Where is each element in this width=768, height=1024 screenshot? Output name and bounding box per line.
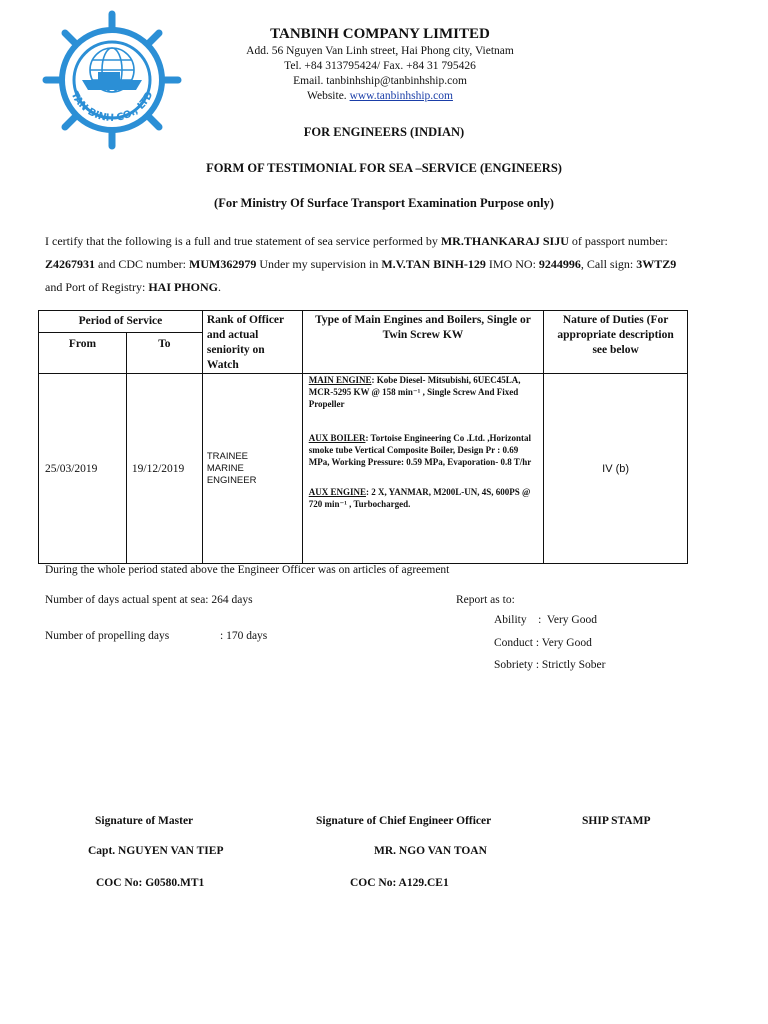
cell-rank [202,374,302,564]
aux-boiler-text: : Tortoise Engineering Co .Ltd. ,Horizontal smoke tube Vertical Composite Boiler, Design Pr : 0.69 MPa, Working Pressure: 0.59 MPa, Evaporation- 0.8 T/hr [308,433,532,467]
company-phone: Tel. +84 313795424/ Fax. +84 31 795426 [284,60,476,72]
header-from-label: From [68,338,97,351]
cell-from [39,374,127,564]
header-to [126,333,202,374]
aux-engine-desc [309,486,537,510]
articles-statement: During the whole period stated above the Engineer Officer was on articles of agreement [45,564,450,576]
header-engines-label: Type of Main Engines and Boilers, Single or Twin Screw KW [315,314,531,341]
main-engine-desc [309,374,537,410]
rank-value [203,451,302,487]
website-link[interactable]: www.tanbinhship.com [349,90,453,102]
imo-number: 9244996 [538,257,581,271]
cell-to [126,374,202,564]
propelling-days-label: Number of propelling days [45,630,170,642]
report-conduct: Conduct : Very Good [494,637,592,649]
aux-boiler-desc [309,432,537,468]
aux-boiler-label: AUX BOILER [308,433,366,443]
form-title-testimonial: FORM OF TESTIMONIAL FOR SEA –SERVICE (ENGINEERS) [206,161,562,175]
seafarer-name: MR.THANKARAJ SIJU [440,234,569,248]
call-sign: 3WTZ9 [636,257,677,271]
header-rank-label: Rank of Officer and actual seniority on Watch [206,314,284,371]
header-engines [302,311,543,374]
propelling-days-value: : 170 days [220,630,268,642]
days-at-sea: Number of days actual spent at sea: 264 days [45,594,253,606]
cell-duties [544,374,688,564]
rank-line-1: TRAINEE [206,450,249,462]
header-duties [544,311,688,374]
engine-details [303,374,543,510]
cert-text-3: and CDC number: [95,257,190,271]
vessel-name: M.V.TAN BINH-129 [381,257,486,271]
cert-text-8: . [218,280,221,294]
aux-engine-text: : 2 X, YANMAR, M200L-UN, 4S, 600PS @ 720 min⁻¹ , Turbocharged. [308,487,531,509]
cert-text-7: and Port of Registry: [45,280,149,294]
master-name: Capt. NGUYEN VAN TIEP [88,845,224,857]
cert-text-6: , Call sign: [580,257,637,271]
form-title-purpose: (For Ministry Of Surface Transport Examination Purpose only) [214,196,554,210]
main-engine-text: : Kobe Diesel- Mitsubishi, 6UEC45LA, MCR-5295 KW @ 158 min⁻¹ , Single Screw And Fixed Propeller [308,375,521,409]
company-address: Add. 56 Nguyen Van Linh street, Hai Phong city, Vietnam [246,45,514,57]
port-of-registry: HAI PHONG [148,280,218,294]
header-rank [202,311,302,374]
ship-stamp-title: SHIP STAMP [582,815,651,827]
company-website [200,90,560,102]
company-email: Email. tanbinhship@tanbinhship.com [293,75,467,87]
cert-text-4: Under my supervision in [256,257,382,271]
main-engine-label: MAIN ENGINE [308,375,372,385]
chief-engineer-name: MR. NGO VAN TOAN [374,845,487,857]
service-from-date: 25/03/2019 [45,462,98,475]
report-ability: Ability : Very Good [494,614,597,626]
cert-text-5: IMO NO: [485,257,539,271]
chief-engineer-signature-title: Signature of Chief Engineer Officer [316,815,492,827]
report-label: Report as to: [456,594,515,606]
header-from [39,333,127,374]
master-coc: COC No: G0580.MT1 [96,877,205,889]
form-title-engineers: FOR ENGINEERS (INDIAN) [303,125,465,139]
cdc-number: MUM362979 [189,257,257,271]
website-label: Website. [307,90,350,102]
service-to-date: 19/12/2019 [131,462,185,475]
cell-engines [302,374,543,564]
table-row [39,374,688,564]
passport-number: Z4267931 [45,257,96,271]
certification-paragraph [45,230,685,299]
master-signature-title: Signature of Master [95,815,194,827]
cert-text-1: I certify that the following is a full and true statement of sea service performed by [45,234,441,248]
header-period-of-service [39,311,203,333]
report-sobriety: Sobriety : Strictly Sober [494,659,606,671]
header-duties-label: Nature of Duties (For appropriate description see below [557,314,674,356]
rank-line-3: ENGINEER [206,474,257,486]
header-to-label: To [158,338,171,351]
aux-engine-label: AUX ENGINE [308,487,366,497]
chief-engineer-coc: COC No: A129.CE1 [350,877,449,889]
duties-value: IV (b) [602,462,630,475]
header-period-label: Period of Service [78,315,163,327]
rank-line-2: MARINE [206,462,244,474]
logo-text: TAN BINH CO., LTD [68,89,156,125]
cert-text-2: of passport number: [568,234,668,248]
company-name: TANBINH COMPANY LIMITED [270,26,490,42]
sea-service-table [38,310,688,564]
